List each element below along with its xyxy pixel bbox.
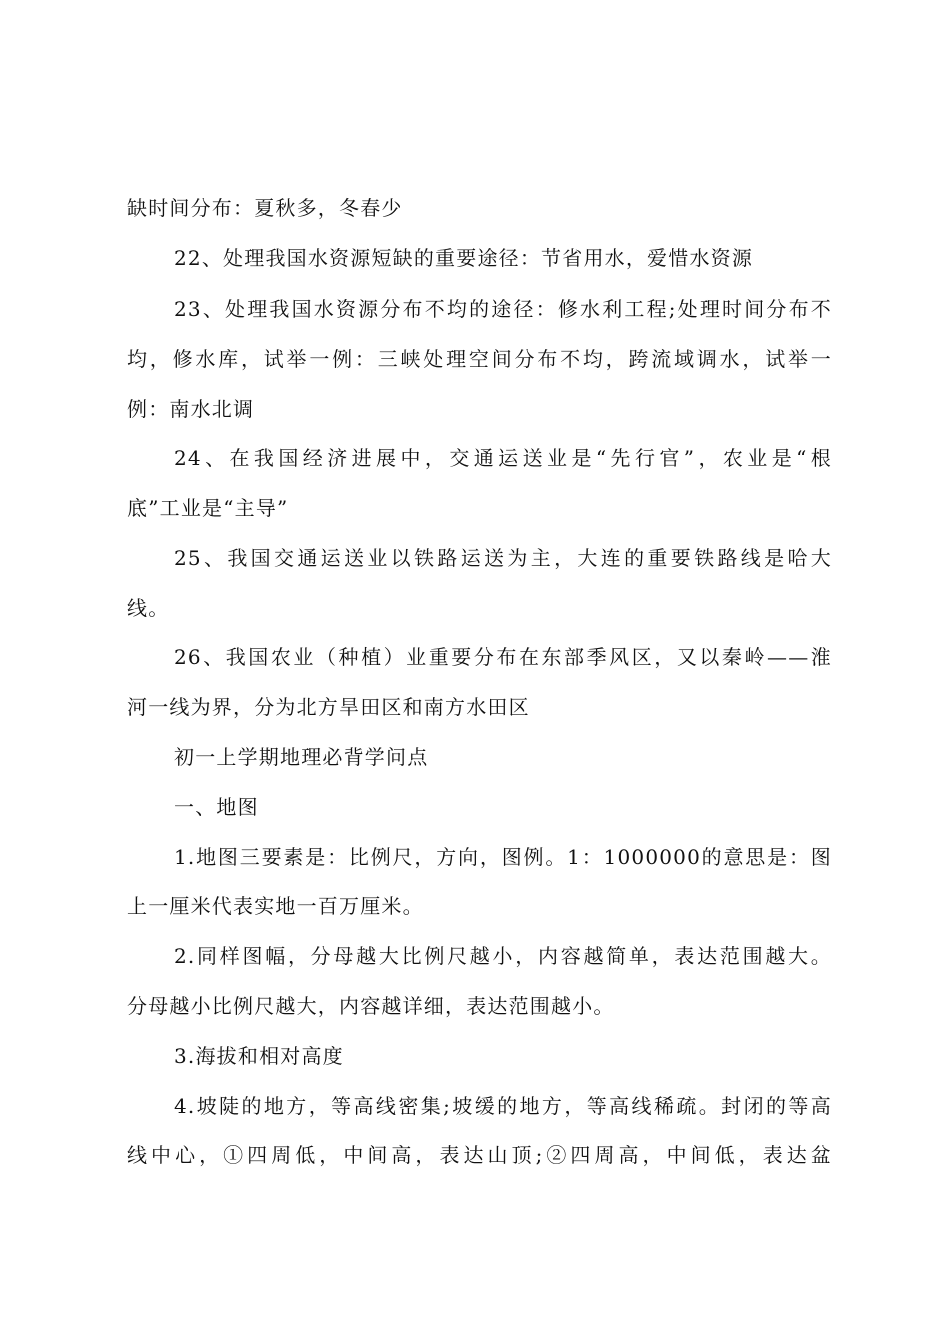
text-line-9: 线。	[127, 596, 170, 620]
text-line-19: 4.坡陡的地方，等高线密集;坡缓的地方，等高线稀疏。封闭的等高	[174, 1094, 832, 1118]
text-line-6: 24、在我国经济进展中，交通运送业是“先行官”，农业是“根	[174, 446, 832, 470]
section-subtitle: 初一上学期地理必背学问点	[174, 745, 429, 769]
text-line-15: 上一厘米代表实地一百万厘米。	[127, 894, 424, 918]
text-line-7: 底”工业是“主导”	[127, 496, 289, 520]
section-heading: 一、地图	[174, 795, 259, 819]
text-line-2: 22、处理我国水资源短缺的重要途径：节省用水，爱惜水资源	[174, 246, 754, 270]
text-line-8: 25、我国交通运送业以铁路运送为主，大连的重要铁路线是哈大	[174, 546, 832, 570]
text-line-5: 例：南水北调	[127, 397, 255, 421]
text-line-10: 26、我国农业（种植）业重要分布在东部季风区，又以秦岭——淮	[174, 645, 832, 669]
text-line-17: 分母越小比例尺越大，内容越详细，表达范围越小。	[127, 994, 615, 1018]
text-line-1: 缺时间分布：夏秋多，冬春少	[127, 196, 403, 220]
text-line-11: 河一线为界，分为北方旱田区和南方水田区	[127, 695, 530, 719]
text-line-20: 线中心，①四周低，中间高，表达山顶;②四周高，中间低，表达盆	[127, 1143, 832, 1167]
text-line-4: 均，修水库，试举一例：三峡处理空间分布不均，跨流域调水，试举一	[127, 347, 832, 371]
text-line-16: 2.同样图幅，分母越大比例尺越小，内容越简单，表达范围越大。	[174, 944, 832, 968]
text-line-14: 1.地图三要素是：比例尺，方向，图例。1：1000000的意思是：图	[174, 845, 832, 869]
text-line-18: 3.海拔和相对高度	[174, 1044, 344, 1068]
text-line-3: 23、处理我国水资源分布不均的途径：修水利工程;处理时间分布不	[174, 297, 832, 321]
